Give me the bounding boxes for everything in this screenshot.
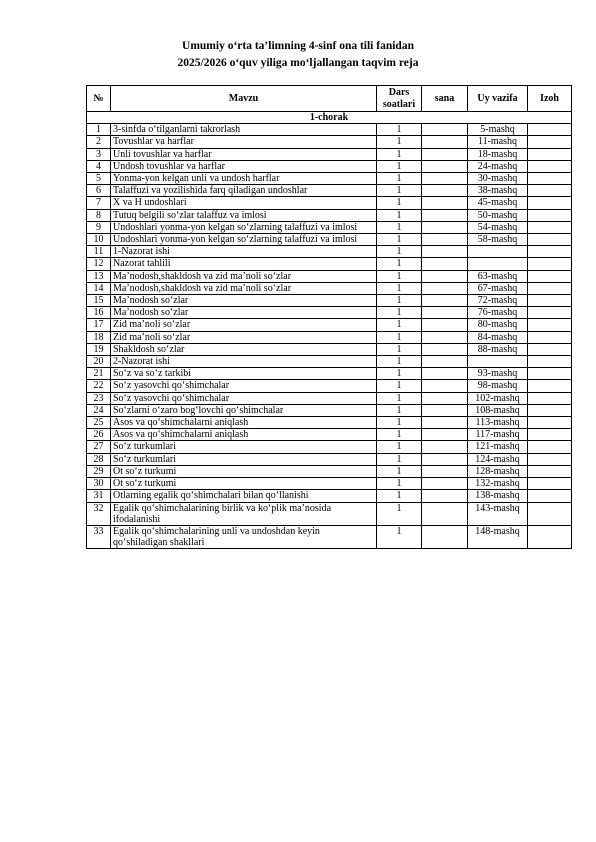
row-homework: 143-mashq: [468, 502, 528, 525]
row-topic: Ma’nodosh,shakldosh va zid ma’noli so‘zlar: [111, 270, 377, 282]
row-note: [528, 234, 572, 246]
row-hours: 1: [377, 295, 422, 307]
row-date: [422, 148, 468, 160]
row-number: 23: [87, 392, 111, 404]
row-date: [422, 160, 468, 172]
row-hours: 1: [377, 173, 422, 185]
row-hours: 1: [377, 136, 422, 148]
row-note: [528, 380, 572, 392]
row-number: 2: [87, 136, 111, 148]
table-row: [87, 380, 572, 392]
row-homework: 54-mashq: [468, 221, 528, 233]
row-date: [422, 525, 468, 548]
table-row: [87, 502, 572, 525]
row-number: 3: [87, 148, 111, 160]
row-homework: 117-mashq: [468, 429, 528, 441]
row-topic: Egalik qo‘shimchalarining birlik va ko‘plik ma’nosida ifodalanishi: [111, 502, 377, 525]
row-homework: [468, 356, 528, 368]
row-date: [422, 429, 468, 441]
row-number: 32: [87, 502, 111, 525]
row-note: [528, 319, 572, 331]
row-topic: Ma’nodosh so‘zlar: [111, 295, 377, 307]
row-topic: Asos va qo‘shimchalarni aniqlash: [111, 417, 377, 429]
row-date: [422, 234, 468, 246]
row-note: [528, 490, 572, 502]
row-number: 13: [87, 270, 111, 282]
row-number: 10: [87, 234, 111, 246]
row-date: [422, 404, 468, 416]
row-topic: Undoshlari yonma-yon kelgan so‘zlarning talaffuzi va imlosi: [111, 234, 377, 246]
row-note: [528, 307, 572, 319]
row-date: [422, 453, 468, 465]
row-topic: Unli tovushlar va harflar: [111, 148, 377, 160]
row-date: [422, 246, 468, 258]
row-number: 27: [87, 441, 111, 453]
row-hours: 1: [377, 465, 422, 477]
row-homework: [468, 258, 528, 270]
row-topic: Nazorat tahlili: [111, 258, 377, 270]
row-hours: 1: [377, 490, 422, 502]
row-hours: 1: [377, 502, 422, 525]
row-topic: Shakldosh so‘zlar: [111, 343, 377, 355]
row-number: 14: [87, 282, 111, 294]
table-row: [87, 221, 572, 233]
row-topic: 2-Nazorat ishi: [111, 356, 377, 368]
row-date: [422, 331, 468, 343]
row-date: [422, 343, 468, 355]
row-topic: Egalik qo‘shimchalarining unli va undoshdan keyin qo‘shiladigan shakllari: [111, 525, 377, 548]
row-note: [528, 525, 572, 548]
row-note: [528, 368, 572, 380]
table-row: [87, 392, 572, 404]
row-hours: 1: [377, 404, 422, 416]
row-homework: 63-mashq: [468, 270, 528, 282]
row-homework: 113-mashq: [468, 417, 528, 429]
table-row: [87, 404, 572, 416]
row-hours: 1: [377, 160, 422, 172]
table-row: [87, 295, 572, 307]
row-date: [422, 490, 468, 502]
row-date: [422, 136, 468, 148]
row-number: 30: [87, 478, 111, 490]
row-note: [528, 429, 572, 441]
row-date: [422, 356, 468, 368]
lesson-plan-table: [86, 85, 572, 549]
row-date: [422, 380, 468, 392]
row-hours: 1: [377, 307, 422, 319]
row-number: 16: [87, 307, 111, 319]
row-topic: Zid ma’noli so‘zlar: [111, 331, 377, 343]
row-homework: 45-mashq: [468, 197, 528, 209]
row-homework: 50-mashq: [468, 209, 528, 221]
row-number: 33: [87, 525, 111, 548]
row-homework: 80-mashq: [468, 319, 528, 331]
row-homework: 24-mashq: [468, 160, 528, 172]
row-note: [528, 404, 572, 416]
row-number: 7: [87, 197, 111, 209]
header-note: Izoh: [528, 86, 572, 112]
row-date: [422, 197, 468, 209]
row-homework: 148-mashq: [468, 525, 528, 548]
row-topic: Yonma-yon kelgan unli va undosh harflar: [111, 173, 377, 185]
row-hours: 1: [377, 380, 422, 392]
row-homework: 30-mashq: [468, 173, 528, 185]
row-note: [528, 356, 572, 368]
row-hours: 1: [377, 356, 422, 368]
row-homework: 58-mashq: [468, 234, 528, 246]
table-row: [87, 197, 572, 209]
row-number: 20: [87, 356, 111, 368]
table-row: [87, 441, 572, 453]
table-row: [87, 160, 572, 172]
row-hours: 1: [377, 221, 422, 233]
row-number: 22: [87, 380, 111, 392]
row-date: [422, 502, 468, 525]
row-note: [528, 270, 572, 282]
row-number: 29: [87, 465, 111, 477]
row-date: [422, 478, 468, 490]
row-date: [422, 295, 468, 307]
table-row: [87, 429, 572, 441]
row-note: [528, 197, 572, 209]
row-homework: 108-mashq: [468, 404, 528, 416]
table-row: [87, 258, 572, 270]
table-row: [87, 124, 572, 136]
row-note: [528, 392, 572, 404]
row-homework: 102-mashq: [468, 392, 528, 404]
row-date: [422, 124, 468, 136]
row-homework: 18-mashq: [468, 148, 528, 160]
row-date: [422, 417, 468, 429]
row-hours: 1: [377, 417, 422, 429]
table-row: [87, 282, 572, 294]
table-row: [87, 185, 572, 197]
row-hours: 1: [377, 185, 422, 197]
row-note: [528, 160, 572, 172]
row-hours: 1: [377, 368, 422, 380]
row-note: [528, 136, 572, 148]
row-hours: 1: [377, 258, 422, 270]
table-header-row: [87, 86, 572, 112]
row-topic: So‘z turkumlari: [111, 441, 377, 453]
row-note: [528, 295, 572, 307]
row-note: [528, 417, 572, 429]
table-row: [87, 368, 572, 380]
table-row: [87, 343, 572, 355]
row-number: 1: [87, 124, 111, 136]
quarter-label: 1-chorak: [87, 112, 572, 124]
row-number: 28: [87, 453, 111, 465]
row-note: [528, 478, 572, 490]
header-date: sana: [422, 86, 468, 112]
row-note: [528, 331, 572, 343]
table-row: [87, 417, 572, 429]
row-hours: 1: [377, 392, 422, 404]
table-row: [87, 319, 572, 331]
row-note: [528, 124, 572, 136]
row-number: 4: [87, 160, 111, 172]
table-row: [87, 136, 572, 148]
document-title: Umumiy o‘rta ta’limning 4-sinf ona tili fanidan: [182, 40, 414, 52]
row-hours: 1: [377, 441, 422, 453]
row-topic: Ma’nodosh so‘zlar: [111, 307, 377, 319]
row-date: [422, 185, 468, 197]
row-homework: 93-mashq: [468, 368, 528, 380]
row-number: 24: [87, 404, 111, 416]
table-row: [87, 246, 572, 258]
row-note: [528, 282, 572, 294]
row-date: [422, 392, 468, 404]
header-hours: Dars soatlari: [377, 86, 422, 112]
row-homework: 67-mashq: [468, 282, 528, 294]
row-hours: 1: [377, 124, 422, 136]
row-hours: 1: [377, 429, 422, 441]
row-note: [528, 221, 572, 233]
row-number: 25: [87, 417, 111, 429]
row-hours: 1: [377, 478, 422, 490]
row-date: [422, 319, 468, 331]
row-hours: 1: [377, 343, 422, 355]
table-row: [87, 331, 572, 343]
row-number: 6: [87, 185, 111, 197]
row-note: [528, 343, 572, 355]
table-row: [87, 356, 572, 368]
row-topic: X va H undoshlari: [111, 197, 377, 209]
row-number: 15: [87, 295, 111, 307]
row-topic: Talaffuzi va yozilishida farq qiladigan undoshlar: [111, 185, 377, 197]
row-number: 9: [87, 221, 111, 233]
row-hours: 1: [377, 197, 422, 209]
quarter-row: [87, 112, 572, 124]
row-number: 5: [87, 173, 111, 185]
row-date: [422, 221, 468, 233]
row-number: 8: [87, 209, 111, 221]
table-row: [87, 453, 572, 465]
row-topic: Otlarning egalik qo‘shimchalari bilan qo‘llanishi: [111, 490, 377, 502]
row-hours: 1: [377, 282, 422, 294]
row-homework: 88-mashq: [468, 343, 528, 355]
row-hours: 1: [377, 331, 422, 343]
row-homework: [468, 246, 528, 258]
row-note: [528, 148, 572, 160]
row-homework: 132-mashq: [468, 478, 528, 490]
row-homework: 138-mashq: [468, 490, 528, 502]
row-hours: 1: [377, 148, 422, 160]
table-row: [87, 209, 572, 221]
row-topic: Tutuq belgili so‘zlar talaffuz va imlosi: [111, 209, 377, 221]
row-homework: 128-mashq: [468, 465, 528, 477]
row-homework: 76-mashq: [468, 307, 528, 319]
row-homework: 124-mashq: [468, 453, 528, 465]
row-topic: 1-Nazorat ishi: [111, 246, 377, 258]
row-number: 21: [87, 368, 111, 380]
row-note: [528, 173, 572, 185]
row-topic: Undosh tovushlar va harflar: [111, 160, 377, 172]
row-number: 17: [87, 319, 111, 331]
row-number: 11: [87, 246, 111, 258]
row-number: 19: [87, 343, 111, 355]
row-hours: 1: [377, 234, 422, 246]
header-topic: Mavzu: [111, 86, 377, 112]
row-hours: 1: [377, 209, 422, 221]
row-date: [422, 307, 468, 319]
row-date: [422, 282, 468, 294]
row-note: [528, 441, 572, 453]
row-hours: 1: [377, 270, 422, 282]
row-note: [528, 185, 572, 197]
row-note: [528, 453, 572, 465]
header-num: №: [87, 86, 111, 112]
table-row: [87, 478, 572, 490]
row-homework: 121-mashq: [468, 441, 528, 453]
table-row: [87, 465, 572, 477]
row-number: 26: [87, 429, 111, 441]
row-date: [422, 441, 468, 453]
row-topic: Ma’nodosh,shakldosh va zid ma’noli so‘zlar: [111, 282, 377, 294]
table-row: [87, 148, 572, 160]
row-topic: Asos va qo‘shimchalarni aniqlash: [111, 429, 377, 441]
row-topic: So‘z yasovchi qo‘shimchalar: [111, 380, 377, 392]
row-hours: 1: [377, 525, 422, 548]
table-row: [87, 234, 572, 246]
row-date: [422, 209, 468, 221]
row-homework: 11-mashq: [468, 136, 528, 148]
row-topic: Zid ma’noli so‘zlar: [111, 319, 377, 331]
row-topic: Ot so‘z turkumi: [111, 465, 377, 477]
table-row: [87, 307, 572, 319]
table-row: [87, 490, 572, 502]
header-homework: Uy vazifa: [468, 86, 528, 112]
row-topic: So‘z yasovchi qo‘shimchalar: [111, 392, 377, 404]
row-date: [422, 465, 468, 477]
row-hours: 1: [377, 319, 422, 331]
row-homework: 5-mashq: [468, 124, 528, 136]
row-date: [422, 173, 468, 185]
document-subtitle: 2025/2026 o‘quv yiliga mo‘ljallangan taqvim reja: [177, 57, 419, 69]
row-hours: 1: [377, 453, 422, 465]
table-row: [87, 173, 572, 185]
row-note: [528, 258, 572, 270]
row-number: 18: [87, 331, 111, 343]
row-note: [528, 465, 572, 477]
row-hours: 1: [377, 246, 422, 258]
row-topic: Ot so‘z turkumi: [111, 478, 377, 490]
row-date: [422, 270, 468, 282]
row-homework: 72-mashq: [468, 295, 528, 307]
table-row: [87, 270, 572, 282]
row-topic: So‘z va so‘z tarkibi: [111, 368, 377, 380]
row-date: [422, 258, 468, 270]
row-note: [528, 209, 572, 221]
row-note: [528, 502, 572, 525]
row-date: [422, 368, 468, 380]
row-topic: Undoshlari yonma-yon kelgan so‘zlarning talaffuzi va imlosi: [111, 221, 377, 233]
row-topic: So‘zlarni o‘zaro bog‘lovchi qo‘shimchalar: [111, 404, 377, 416]
row-homework: 84-mashq: [468, 331, 528, 343]
row-topic: 3-sinfda o‘tilganlarni takrorlash: [111, 124, 377, 136]
row-topic: So‘z turkumlari: [111, 453, 377, 465]
row-homework: 98-mashq: [468, 380, 528, 392]
row-note: [528, 246, 572, 258]
row-homework: 38-mashq: [468, 185, 528, 197]
row-number: 12: [87, 258, 111, 270]
row-topic: Tovushlar va harflar: [111, 136, 377, 148]
row-number: 31: [87, 490, 111, 502]
table-row: [87, 525, 572, 548]
